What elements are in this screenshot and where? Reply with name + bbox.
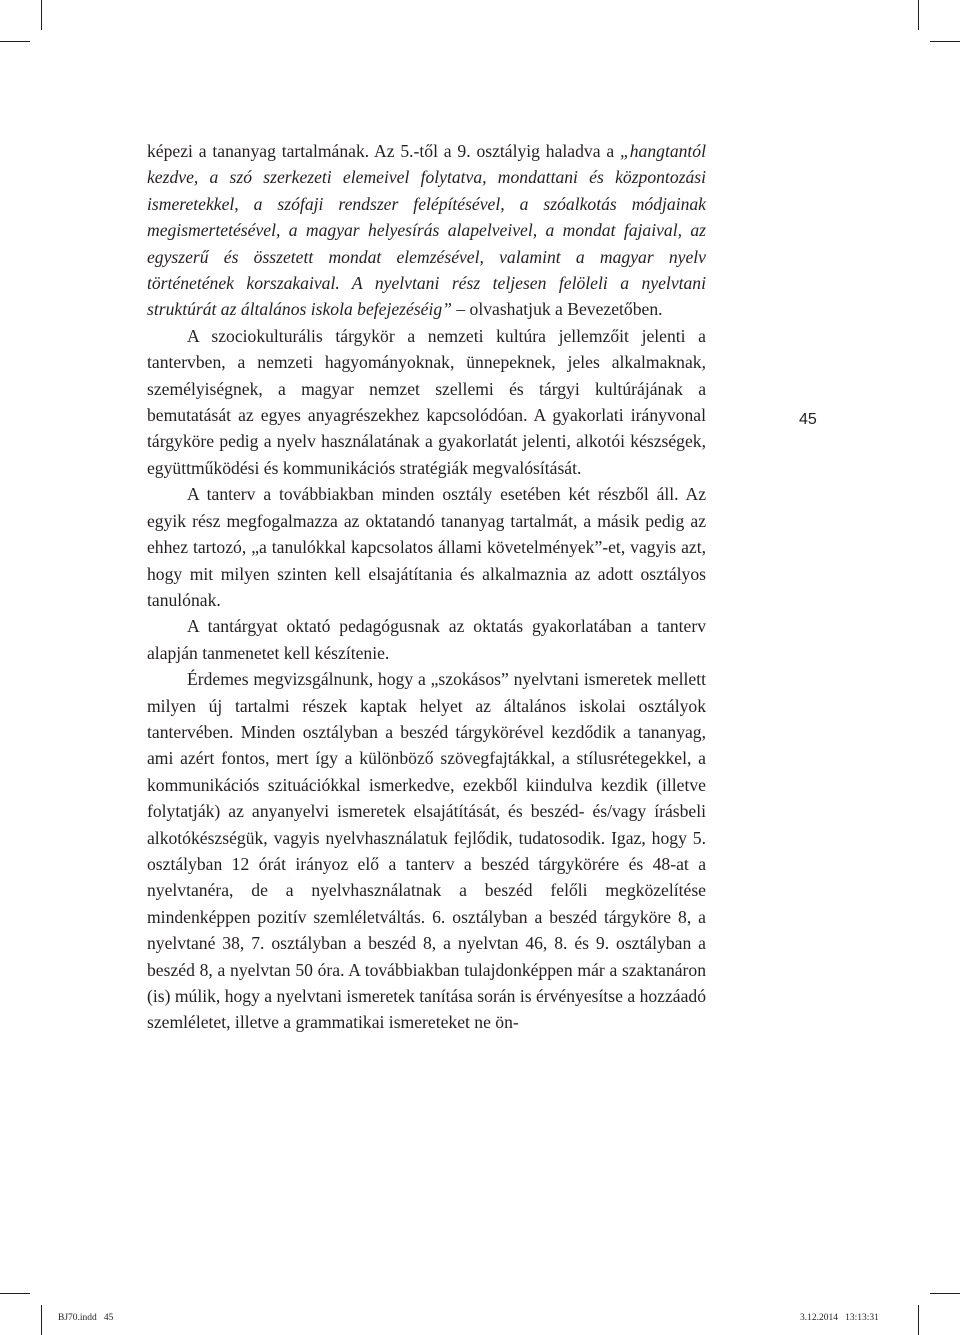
crop-mark-bottom-right-horizontal [930, 1293, 960, 1294]
body-text [147, 138, 706, 1036]
crop-mark-top-right-vertical [918, 0, 919, 30]
paragraph-1-roman-start: képezi a tananyag tartalmának. Az 5.-től a 9. osztályig haladva a [147, 141, 620, 161]
crop-mark-top-left-vertical [41, 0, 42, 30]
paragraph-2: A szociokulturális tárgykör a nemzeti kultúra jellemzőit jelenti a tantervben, a nemzeti hagyományoknak, ünnepeknek, jeles alkalmaknak, személyiségnek, a magyar nemzet szellemi és tárgyi kultúrájának a bemutatását az egyes anyagrészekhez kapcsolódóan. A gyakorlati irányvonal tárgyköre pedig a nyelv használatának a gyakorlatát jelenti, alkotói készségek, együttműködési és kommunikációs stratégiák megvalósítását. [147, 325, 706, 478]
paragraph-1-italic-quote: „hangtantól kezdve, a szó szerkezeti elemeivel folytatva, mondattani és központozási ismeretekkel, a szófaji rendszer felépítésével, a szóalkotás módjainak megismertetésével, a magyar helyesírás alapelveivel, a mondat fajaival, az egyszerű és összetett mondat elemzésével, valamint a magyar nyelv történetének korszakaival. A nyelvtani rész teljesen felöleli a nyelvtani struktúrát az általános iskola befejezéséig” [147, 141, 706, 320]
crop-mark-bottom-left-vertical [41, 1305, 42, 1335]
paragraph-4: A tantárgyat oktató pedagógusnak az oktatás gyakorlatában a tanterv alapján tanmenetet kell készítenie. [147, 616, 706, 663]
slug-file: BJ70.indd 45 [58, 1313, 114, 1323]
page-number: 45 [799, 411, 817, 428]
crop-mark-bottom-left-horizontal [0, 1293, 30, 1294]
paragraph-1-roman-end: – olvashatjuk a Bevezetőben. [451, 299, 663, 320]
paragraph-5: Érdemes megvizsgálnunk, hogy a „szokásos” nyelvtani ismeretek mellett milyen új tartalmi részek kaptak helyet az általános iskolai osztályok tantervében. Minden osztályban a beszéd tárgykörével kezdődik a tananyag, ami azért fontos, mert így a különböző szövegfajtákkal, a stílusrétegekkel, a kommunikációs szituációkkal ismerkedve, ezekből kiindulva kezdik (illetve folytatják) az anyanyelvi ismeretek elsajátítását, és beszéd- és/vagy írásbeli alkotókészségük, vagyis nyelvhasználatuk fejlődik, tudatosodik. Igaz, hogy 5. osztályban 12 órát irányoz elő a tanterv a beszéd tárgykörére és 48-at a nyelvtanéra, de a nyelvhasználatnak a beszéd felőli megközelítése mindenképpen pozitív szemléletváltás. 6. osztályban a beszéd tárgyköre 8, a nyelvtané 38, 7. osztályban a beszéd 8, a nyelvtan 46, 8. és 9. osztályban a beszéd 8, a nyelvtan 50 óra. A továbbiakban tulajdonképpen már a szaktanáron (is) múlik, hogy a nyelvtani ismeretek tanítása során is érvényesítse a hozzáadó szemléletet, illetve a grammatikai ismereteket ne ön- [147, 669, 706, 1033]
crop-mark-top-left-horizontal [0, 41, 30, 42]
paragraph-1 [147, 138, 706, 323]
crop-mark-bottom-right-vertical [918, 1305, 919, 1335]
slug-datetime: 3.12.2014 13:13:31 [800, 1313, 879, 1323]
paragraph-3: A tanterv a továbbiakban minden osztály esetében két részből áll. Az egyik rész megfogalmazza az oktatandó tananyag tartalmát, a másik pedig az ehhez tartozó, „a tanulókkal kapcsolatos állami követelmények”-et, vagyis azt, hogy mit milyen szinten kell elsajátítania és alkalmaznia az adott osztályos tanulónak. [147, 484, 706, 610]
crop-mark-top-right-horizontal [930, 41, 960, 42]
